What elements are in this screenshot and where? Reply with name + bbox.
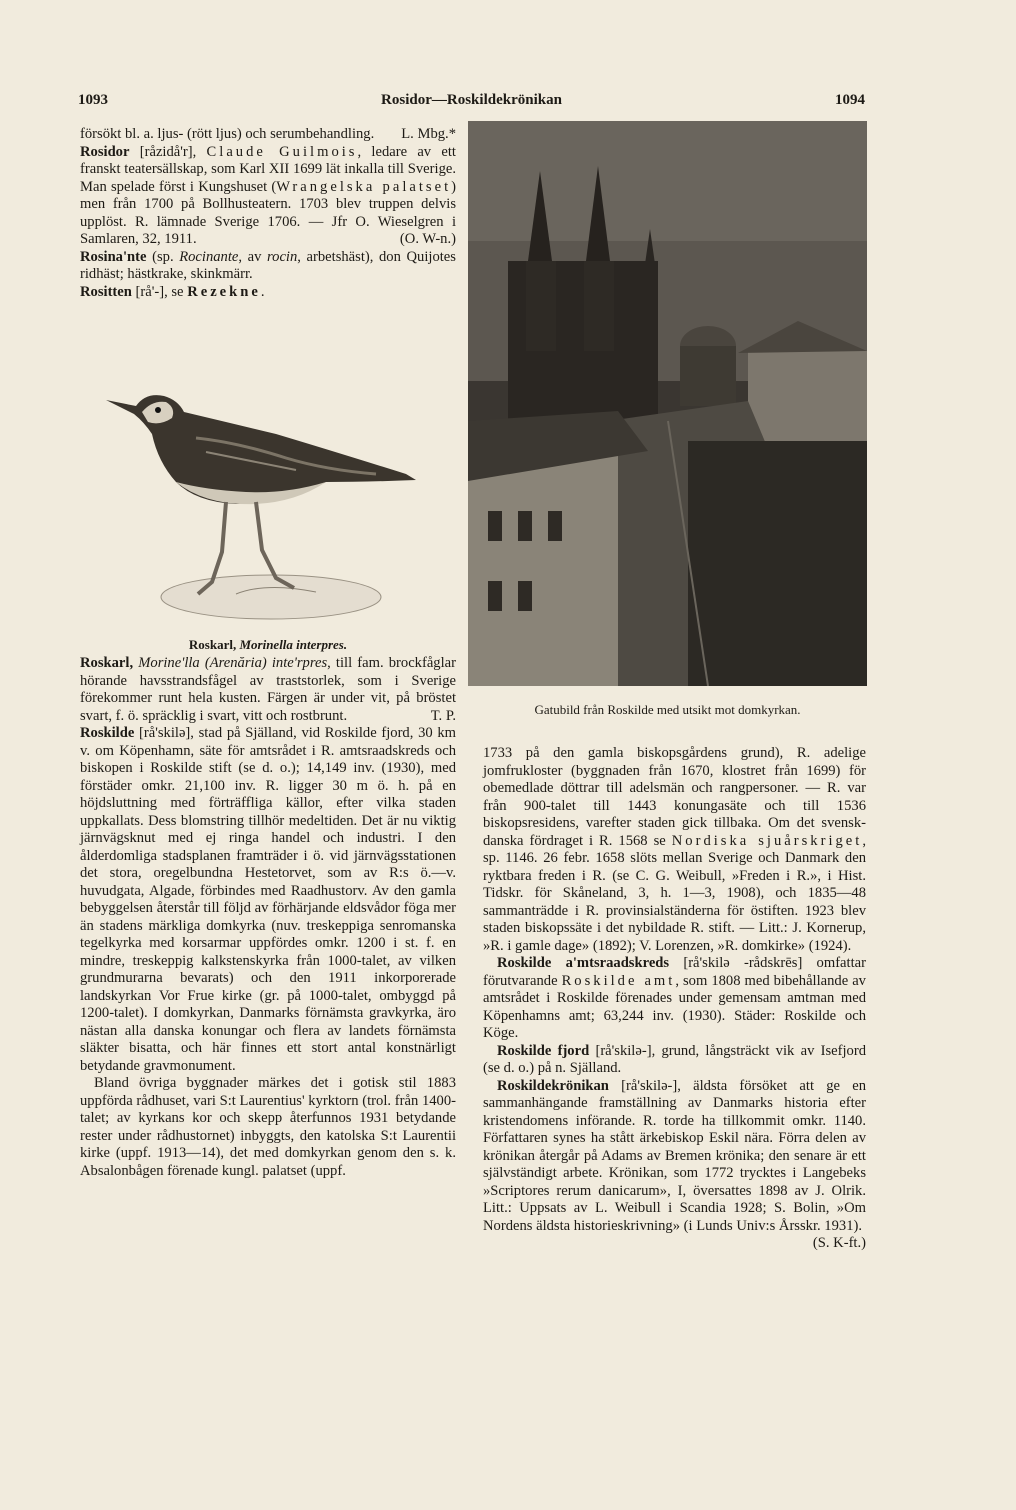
signature: T. P. (430, 707, 456, 724)
page-header (78, 92, 865, 112)
bird-illustration (86, 382, 456, 632)
headword: Roskilde (80, 725, 135, 741)
entry-roskildekronikan: Roskildekrönikan [rå'skilə-], äldsta försöket att ge en sammanhängande framställning av Danmarks historia efter kristendomens införande. R. torde ha tillkommit omkr. 1140. Författaren synes ha stått ärkebiskop Eskil nära. Förra delen av krönikan återgår på Adams av Bremen krönika; den senare är ett självständigt arbete. Krönikan, som 1772 trycktes i Langebeks »Scriptores rerum danicarum», I, översattes 1898 av J. Olrik. Litt.: Uppsats av L. Weibull i Scandia 1928; S. Bolin, »Om Nordens äldsta historieskrivning» (i Lunds Univ:s Årsskr. 1931). (S. K-ft.) (483, 1077, 866, 1251)
left-column-bottom (80, 655, 456, 1180)
right-column (483, 745, 866, 1253)
signature: (O. W-n.) (399, 231, 456, 247)
bird-caption: Roskarl, Morinella interpres. (188, 637, 348, 652)
headword: Roskilde a'mtsraadskreds (497, 955, 670, 971)
signature: (S. K-ft.) (812, 1235, 866, 1251)
entry-continuation: försökt bl. a. ljus- (rött ljus) och serumbehandling. L. Mbg.* (80, 126, 456, 142)
headword: Rosina'nte (80, 248, 147, 265)
headword: Roskildekrönikan (497, 1077, 609, 1094)
signature: L. Mbg.* (401, 126, 456, 142)
entry-rositten: Rositten [rå'-], se Rezekne. (80, 283, 265, 300)
running-title: Rosidor—Roskildekrönikan (381, 92, 562, 108)
headword: Rosidor (80, 143, 130, 160)
entry-roskilde-continued: Bland övriga byggnader märkes det i gotisk stil 1883 uppförda rådhuset, vari S:t Laurentius' kyrktorn (trol. från 1400-talet; av kyrkans kor och skepp återfunnos 1931 betydande rester under rådhustornet) inbyggts, den katolska S:t Laurentii kirke (uppf. 1913—14), det med domkyrkan genom den s. k. Absalonbågen förenade kungl. palatset (uppf. (80, 1075, 456, 1179)
entry-roskilde-fjord: Roskilde fjord [rå'skilə-], grund, långsträckt vik av Isefjord (se d. o.) på n. Själland. (483, 1042, 866, 1076)
headword: Roskilde fjord (497, 1042, 590, 1059)
entry-roskilde: Roskilde [rå'skilə], stad på Själland, vid Roskilde fjord, 30 km v. om Köpenhamn, säte för amtsrådet i R. amtsraadskreds och biskopen i Roskilde stift (se d. o.); 14,149 inv. (1930), med förstäder omkr. 21,100 inv. R. ligger 30 m ö. h. på en höjdsluttning med förträffliga källor, efter vilka staden uppkallats. Dess blomstring tillhör medeltiden. Det är nu viktig järnvägsknut med ej ringa handel och industri. I den ålderdomliga stadsplanen framträder i ö. vid järnvägsstationen det stora, oregelbundna Hestetorvet, som av R:s ö.—v. huvudgata, Algade, förbindes med Raadhustorv. Av den gamla bebyggelsen återstår till följd av förhärjande eldsvådor föga mer än stadens märkliga domkyrka (nuv. treskeppiga senromanska tegelkyrka med korsarmar uppfördes omkr. 1200 i st. f. en mindre, treskeppig kalkstenskyrka från 1000-talet, av vilken grundmurarna bevarats) och den 1911 inkorporerade landskyrkan Vor Frue kirke (gr. på 1000-talet, ombyggd på 1200-talet). I domkyrkan, Danmarks förnämsta gravkyrka, äro nästan alla danska konungar och flera av landets förnämsta släkter bisatta, och här finnes ett stort antal konstnärligt betydande gravmonument. (80, 725, 456, 1074)
roskilde-street-photo (468, 121, 867, 686)
headword: Rositten (80, 283, 132, 300)
left-column-top (80, 126, 456, 301)
entry-rosinante: Rosina'nte (sp. Rocinante, av rocin, arbetshäst), don Quijotes ridhäst; hästkrake, skinkmärr. (80, 248, 456, 282)
page-number-right: 1094 (835, 92, 865, 108)
entry-amtsraadskreds: Roskilde a'mtsraadskreds [rå'skilə -rådskrēs] omfattar förutvarande Roskilde amt, som 1808 med bibehållande av amtsrådet i Roskilde förenades under gemensam amtman med Köpenhamns amt; 63,244 inv. (1930). Städer: Roskilde och Köge. (483, 955, 866, 1041)
entry-roskilde-end: 1733 på den gamla biskopsgårdens grund), R. adelige jomfrukloster (byggnaden från 1670, klostret från 1699) för obemedlade döttrar till adelsmän och rangpersoner. — R. var från 900-talet till 1443 konungasäte och till 1536 biskopsresidens, varefter staden gick tillbaka. Om det svensk-danska fördraget i R. 1568 se Nordiska sjuårskriget, sp. 1146. 26 febr. 1658 slöts mellan Sverige och Danmark den ryktbara freden i R. (se C. G. Weibull, »Freden i R.», i Hist. Tidskr. för Skåneland, 3, h. 1—3, 1908), och 1835—48 sammanträdde i R. provinsialständerna för östiften. 1923 blev staden biskopssäte i det nybildade R. stift. — Litt.: J. Kornerup, »R. i gamle dage» (1892); V. Lorenzen, »R. domkirke» (1924). (483, 745, 866, 954)
headword: Roskarl, (80, 655, 134, 671)
photo-caption: Gatubild från Roskilde med utsikt mot domkyrkan. (534, 702, 801, 717)
page-number-left: 1093 (78, 92, 108, 108)
entry-rosidor: Rosidor [råzidå'r], Claude Guilmois, ledare av ett franskt teatersällskap, som Karl XII 1699 lät inkalla till Sverige. Man spelade först i Kungshuset (Wrangelska palatset) men från 1700 på Bollhusteatern. 1703 blev truppen delvis upplöst. R. lämnade Sverige 1706. — Jfr O. Wieselgren i Samlaren, 32, 1911. (O. W-n.) (80, 143, 456, 247)
entry-roskarl: Roskarl, Morine'lla (Arenăria) inte'rpres, till fam. brockfåglar hörande havsstrandsfågel av traststorlek, som i Sverige förekommer runt hela kusten. Färgen är under vit, på bröstet svart, f. ö. spräcklig i svart, vitt och rostbrunt. T. P. (80, 655, 456, 724)
